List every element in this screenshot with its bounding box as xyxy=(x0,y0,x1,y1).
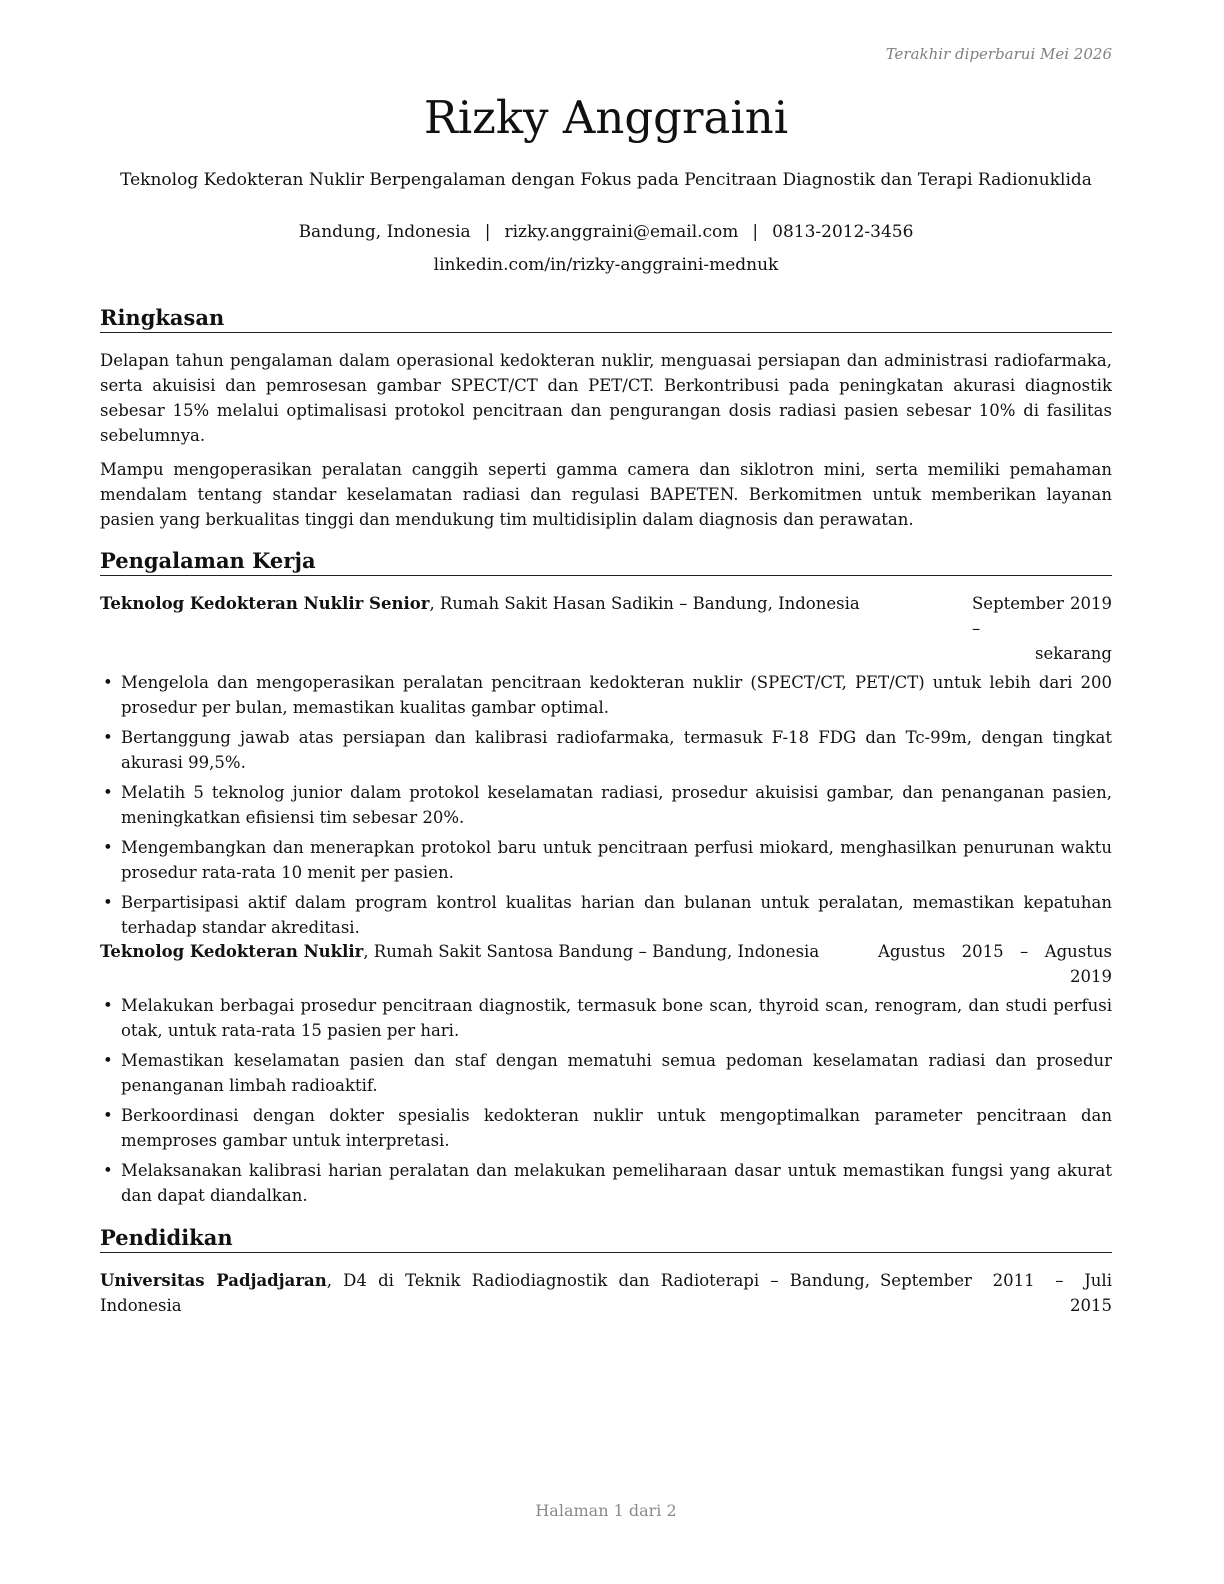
candidate-name: Rizky Anggraini xyxy=(423,91,789,144)
job-entry xyxy=(100,591,1112,945)
list-item xyxy=(100,1158,1112,1208)
contact-line xyxy=(100,220,1112,244)
list-item-text: Memastikan keselamatan pasien dan staf dengan mematuhi semua pedoman keselamatan radiasi dan prosedur penanganan limbah radioaktif. xyxy=(121,1051,1112,1095)
list-item-text: Melatih 5 teknolog junior dalam protokol keselamatan radiasi, prosedur akuisisi gambar, dan penanganan pasien, meningkatkan efisiensi tim sebesar 20%. xyxy=(121,783,1112,827)
list-item-text: Melakukan berbagai prosedur pencitraan diagnostik, termasuk bone scan, thyroid scan, renogram, dan studi perfusi otak, untuk rata-rata 15 pasien per hari. xyxy=(121,996,1112,1040)
job-dates xyxy=(972,591,1112,666)
job-header xyxy=(100,939,1112,989)
list-item xyxy=(100,1103,1112,1153)
job-bullets xyxy=(100,670,1112,940)
section-heading-education: Pendidikan xyxy=(100,1224,1112,1253)
section-heading-experience: Pengalaman Kerja xyxy=(100,547,1112,576)
contact-separator: | xyxy=(484,222,491,242)
resume-page xyxy=(100,0,1112,1584)
list-item-text: Bertanggung jawab atas persiapan dan kalibrasi radiofarmaka, termasuk F-18 FDG dan Tc-99m, dengan tingkat akurasi 99,5%. xyxy=(121,728,1112,772)
bullet-icon: • xyxy=(103,893,113,912)
list-item xyxy=(100,993,1112,1043)
list-item xyxy=(100,1048,1112,1098)
education-header xyxy=(100,1268,1112,1318)
job-date-line: September 2019 – xyxy=(972,594,1112,638)
list-item xyxy=(100,835,1112,885)
education-date-line: 2015 xyxy=(1070,1296,1112,1315)
job-date-line: Agustus 2015 – Agustus xyxy=(878,942,1112,961)
job-date-line: sekarang xyxy=(1035,644,1112,663)
page-number: Halaman 1 dari 2 xyxy=(535,1501,677,1520)
education-degree: , D4 di Teknik Radiodiagnostik dan Radioterapi – Bandung, xyxy=(326,1271,870,1290)
contact-linkedin[interactable]: linkedin.com/in/rizky-anggraini-mednuk xyxy=(433,255,779,275)
education-dates xyxy=(880,1268,1112,1318)
job-header xyxy=(100,591,1112,666)
summary-paragraph-1: Delapan tahun pengalaman dalam operasional kedokteran nuklir, menguasai persiapan dan administrasi radiofarmaka, serta akuisisi dan pemrosesan gambar SPECT/CT dan PET/CT. Berkontribusi pada peningkatan akurasi diagnostik sebesar 15% melalui optimalisasi protokol pencitraan dan pengurangan dosis radiasi pasien sebesar 10% di fasilitas sebelumnya. xyxy=(100,351,1112,445)
list-item-text: Berpartisipasi aktif dalam program kontrol kualitas harian dan bulanan untuk peralatan, memastikan kepatuhan terhadap standar akreditasi. xyxy=(121,893,1112,937)
bullet-icon: • xyxy=(103,728,113,747)
job-dates xyxy=(878,939,1112,989)
education-entry xyxy=(100,1268,1112,1318)
contact-separator: | xyxy=(752,222,759,242)
section-heading-summary: Ringkasan xyxy=(100,304,1112,333)
bullet-icon: • xyxy=(103,838,113,857)
job-title: Teknolog Kedokteran Nuklir xyxy=(100,942,364,961)
contact-location: Bandung, Indonesia xyxy=(298,222,471,242)
bullet-icon: • xyxy=(103,996,113,1015)
bullet-icon: • xyxy=(103,783,113,802)
education-school: Universitas Padjadjaran xyxy=(100,1271,327,1290)
education-location: Indonesia xyxy=(100,1296,182,1315)
bullet-icon: • xyxy=(103,673,113,692)
bullet-icon: • xyxy=(103,1106,113,1125)
bullet-icon: • xyxy=(103,1161,113,1180)
list-item xyxy=(100,725,1112,775)
contact-email[interactable]: rizky.anggraini@email.com xyxy=(504,222,739,242)
job-bullets xyxy=(100,993,1112,1208)
job-entry xyxy=(100,939,1112,1213)
summary-paragraph-2: Mampu mengoperasikan peralatan canggih seperti gamma camera dan siklotron mini, serta memiliki pemahaman mendalam tentang standar keselamatan radiasi dan regulasi BAPETEN. Berkomitmen untuk memberikan layanan pasien yang berkualitas tinggi dan mendukung tim multidisiplin dalam diagnosis dan perawatan. xyxy=(100,460,1112,529)
education-line-1 xyxy=(100,1268,870,1293)
job-date-line: 2019 xyxy=(1070,967,1112,986)
list-item xyxy=(100,670,1112,720)
list-item-text: Berkoordinasi dengan dokter spesialis kedokteran nuklir untuk mengoptimalkan parameter pencitraan dan memproses gambar untuk interpretasi. xyxy=(121,1106,1112,1150)
list-item-text: Mengelola dan mengoperasikan peralatan pencitraan kedokteran nuklir (SPECT/CT, PET/CT) untuk lebih dari 200 prosedur per bulan, memastikan kualitas gambar optimal. xyxy=(121,673,1112,717)
last-updated-note: Terakhir diperbarui Mei 2026 xyxy=(885,45,1112,63)
job-title: Teknolog Kedokteran Nuklir Senior xyxy=(100,594,430,613)
list-item-text: Mengembangkan dan menerapkan protokol baru untuk pencitraan perfusi miokard, menghasilkan penurunan waktu prosedur rata-rata 10 menit per pasien. xyxy=(121,838,1112,882)
job-organization: , Rumah Sakit Hasan Sadikin – Bandung, Indonesia xyxy=(429,594,860,613)
candidate-headline: Teknolog Kedokteran Nuklir Berpengalaman dengan Fokus pada Pencitraan Diagnostik dan Terapi Radionuklida xyxy=(120,170,1092,190)
list-item xyxy=(100,890,1112,940)
job-title-line xyxy=(100,591,860,616)
job-organization: , Rumah Sakit Santosa Bandung – Bandung, Indonesia xyxy=(363,942,820,961)
bullet-icon: • xyxy=(103,1051,113,1070)
list-item xyxy=(100,780,1112,830)
contact-phone: 0813-2012-3456 xyxy=(772,222,914,242)
list-item-text: Melaksanakan kalibrasi harian peralatan dan melakukan pemeliharaan dasar untuk memastikan fungsi yang akurat dan dapat diandalkan. xyxy=(121,1161,1112,1205)
education-date-line: September 2011 – Juli xyxy=(880,1271,1112,1290)
education-title-line xyxy=(100,1268,870,1318)
job-title-line xyxy=(100,939,819,964)
